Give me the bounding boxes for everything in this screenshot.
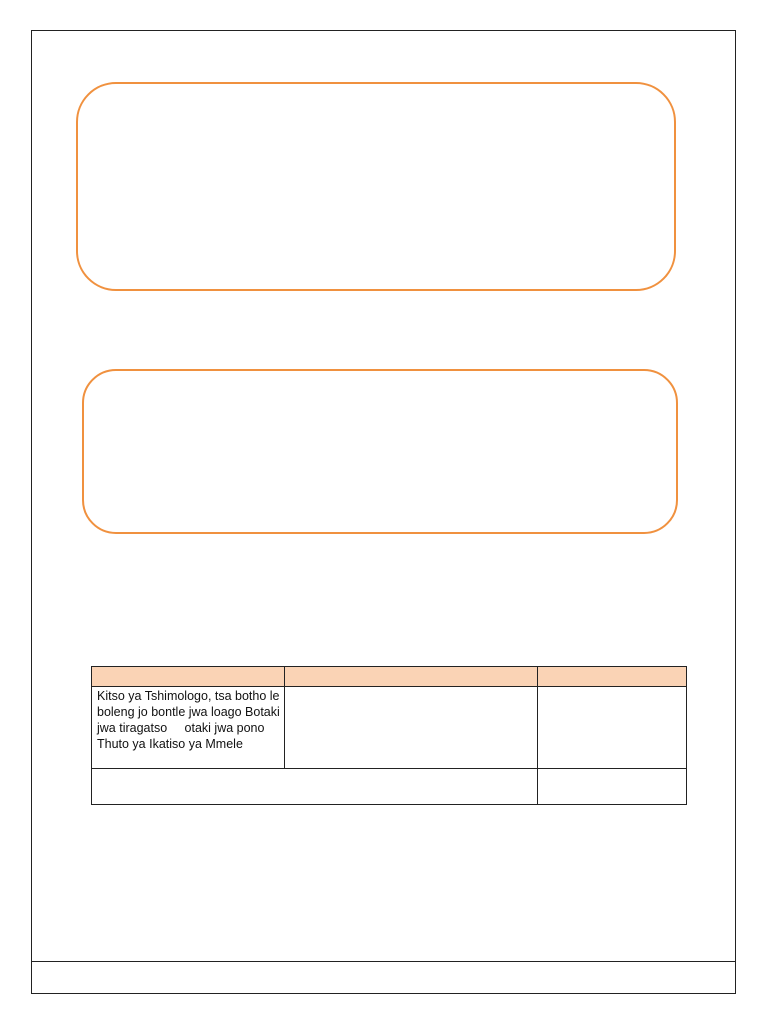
learning-areas-text: Kitso ya Tshimologo, tsa botho le boleng jo bontle jwa loago Botaki jwa tiragatso otaki jwa pono Thuto ya Ikatiso ya Mmele bbox=[97, 689, 284, 751]
table-header-cell bbox=[92, 667, 285, 687]
table-header-row bbox=[92, 667, 687, 687]
table-row bbox=[92, 687, 687, 769]
table-cell-text bbox=[285, 687, 537, 688]
table-row bbox=[92, 769, 687, 805]
table-cell bbox=[285, 687, 538, 769]
table-cell bbox=[538, 769, 687, 805]
table-cell-text bbox=[538, 687, 686, 688]
rounded-text-box-middle bbox=[82, 369, 678, 534]
table-cell bbox=[538, 687, 687, 769]
table-cell-merged bbox=[92, 769, 538, 805]
table-header-cell bbox=[285, 667, 538, 687]
table-cell-text bbox=[92, 769, 537, 770]
info-table bbox=[91, 666, 687, 805]
table-header-cell bbox=[538, 667, 687, 687]
footer-rule bbox=[31, 961, 736, 962]
table-cell bbox=[92, 687, 285, 769]
table-cell-text bbox=[538, 769, 686, 770]
rounded-text-box-top bbox=[76, 82, 676, 291]
